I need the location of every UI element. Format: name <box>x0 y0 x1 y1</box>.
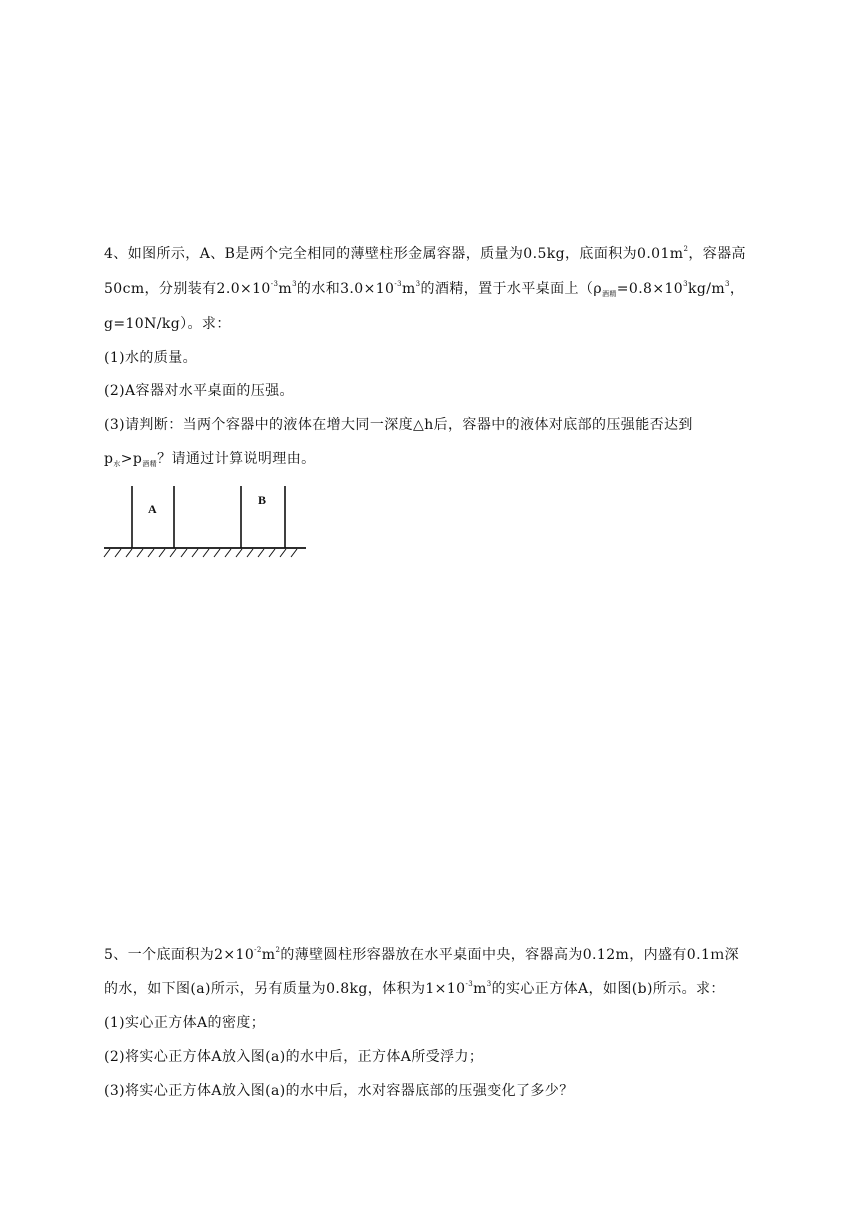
q5-item-2: (2)将实心正方体A放入图(a)的水中后，正方体A所受浮力； <box>104 1049 484 1065</box>
hatch-mark <box>247 549 253 557</box>
ground-hatching <box>104 549 297 557</box>
hatch-mark <box>192 549 198 557</box>
hatch-mark <box>280 549 286 557</box>
q4-item-1: (1)水的质量。 <box>104 350 198 366</box>
hatch-mark <box>115 549 121 557</box>
hatch-mark <box>137 549 143 557</box>
hatch-mark <box>159 549 165 557</box>
q4-item-3-line-1: (3)请判断：当两个容器中的液体在增大同一深度△h后，容器中的液体对底部的压强能否达到 <box>104 417 693 433</box>
q4-item-3-line-2: $p_水>p_{酒精}$？请通过计算说明理由。 <box>104 451 316 468</box>
q5-item-1: (1)实心正方体A的密度； <box>104 1015 266 1031</box>
hatch-mark <box>236 549 242 557</box>
hatch-mark <box>104 549 110 557</box>
hatch-mark <box>214 549 220 557</box>
containers-diagram <box>100 478 310 560</box>
container-a-label: A <box>148 502 157 516</box>
hatch-mark <box>181 549 187 557</box>
hatch-mark <box>291 549 297 557</box>
hatch-mark <box>269 549 275 557</box>
hatch-mark <box>203 549 209 557</box>
q5-line-2: 的水，如下图(a)所示，另有质量为0.8kg，体积为$1\times 10^{-3}m^3$的实心正方体A，如图(b)所示。求： <box>104 980 725 997</box>
q4-item-2: (2)A容器对水平桌面的压强。 <box>104 383 294 399</box>
q5-item-3: (3)将实心正方体A放入图(a)的水中后，水对容器底部的压强变化了多少？ <box>104 1083 574 1099</box>
q4-line-2: 50cm，分别装有$2.0\times 10^{-3}m^3$的水和$3.0\times 10^{-3}m^3$的酒精，置于水平桌面上（$\rho_{酒精}=0.8\times 10^3kg/m^3$， <box>104 280 745 298</box>
q4-line-1: 4、如图所示，A、B是两个完全相同的薄壁柱形金属容器，质量为0.5kg，底面积为$0.01m^2$，容器高 <box>104 245 746 262</box>
container-b-label: B <box>258 493 267 507</box>
hatch-mark <box>126 549 132 557</box>
q5-line-1: 5、一个底面积为$2\times 10^{-2}m^2$的薄壁圆柱形容器放在水平桌面中央，容器高为0.12m，内盛有0.1ｍ深 <box>104 946 740 963</box>
hatch-mark <box>170 549 176 557</box>
hatch-mark <box>148 549 154 557</box>
hatch-mark <box>225 549 231 557</box>
hatch-mark <box>258 549 264 557</box>
q4-line-3: g=10N/kg）。求： <box>104 316 231 332</box>
